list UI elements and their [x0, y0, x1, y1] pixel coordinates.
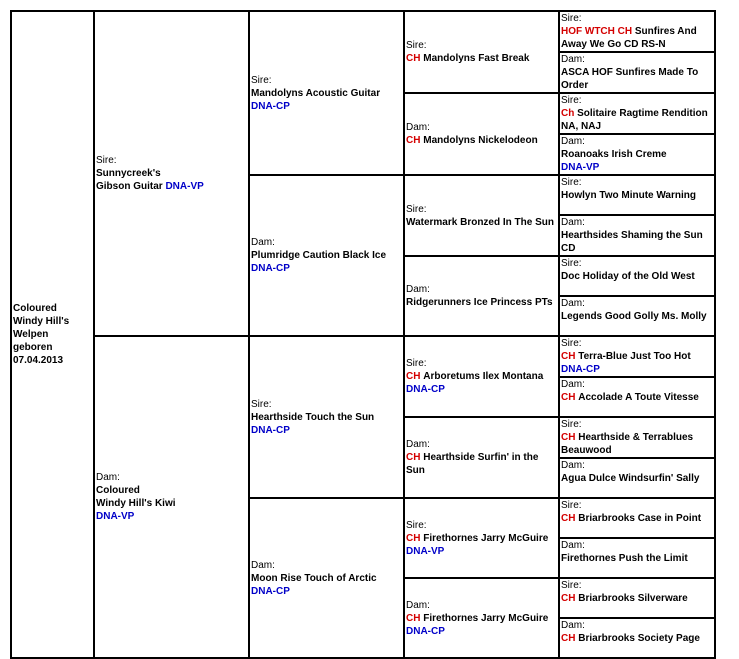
dddd-cell	[559, 618, 715, 658]
ss-name: Mandolyns Acoustic Guitar	[251, 87, 381, 99]
dam-label: Dam:	[561, 136, 585, 147]
sdss-cell	[559, 175, 715, 215]
dam-label: Dam:	[561, 379, 585, 390]
sire-label: Sire:	[561, 95, 582, 106]
dna-badge: DNA-VP	[96, 511, 135, 522]
dam-label: Dam:	[561, 217, 585, 228]
sire-label: Sire:	[561, 500, 582, 511]
sdsd-name: Hearthsides Shaming the Sun CD	[561, 230, 703, 254]
ss-cell	[249, 11, 404, 175]
sd-cell	[249, 175, 404, 336]
dd-name: Moon Rise Touch of Arctic	[251, 572, 377, 584]
dssd-cell	[559, 377, 715, 417]
title-badge: CH	[406, 53, 421, 64]
dam-label: Dam:	[561, 620, 585, 631]
dss-cell	[404, 336, 559, 417]
sssd-name: ASCA HOF Sunfires Made To Order	[561, 67, 699, 91]
dna-badge: DNA-CP	[251, 263, 290, 274]
sire-name: Sunnycreek's	[96, 168, 161, 179]
dssd-name: Accolade A Toute Vitesse	[578, 392, 699, 403]
ssss-name: Sunfires And Away We Go CD RS-N	[561, 26, 697, 50]
dds-cell	[404, 498, 559, 578]
subject-line: 07.04.2013	[13, 355, 64, 366]
sire-name: Gibson Guitar	[96, 181, 163, 192]
sire-label: Sire:	[561, 177, 582, 188]
sddd-name: Legends Good Golly Ms. Molly	[561, 311, 707, 322]
dam-label: Dam:	[406, 439, 430, 450]
sire-label: Sire:	[406, 358, 427, 369]
dam-name: Windy Hill's Kiwi	[96, 498, 176, 509]
ddsd-cell	[559, 538, 715, 578]
pedigree-table	[10, 10, 716, 659]
dna-badge: DNA-VP	[561, 162, 600, 173]
sire-label: Sire:	[96, 155, 117, 166]
sire-label: Sire:	[251, 74, 272, 86]
sds-cell	[404, 175, 559, 256]
dsd-name: Hearthside Surfin' in the Sun	[406, 452, 539, 476]
dam-label: Dam:	[251, 237, 275, 248]
ddd-name: Firethornes Jarry McGuire	[423, 612, 549, 624]
sire-label: Sire:	[561, 13, 582, 24]
ssss-cell	[559, 11, 715, 52]
sdds-cell	[559, 256, 715, 296]
ssd-cell	[404, 93, 559, 175]
sire-label: Sire:	[561, 419, 582, 430]
dam-label: Dam:	[561, 298, 585, 309]
title-badge: CH	[561, 513, 576, 524]
dna-badge: DNA-CP	[251, 424, 290, 436]
sss-name: Mandolyns Fast Break	[423, 53, 530, 64]
sire-label: Sire:	[251, 398, 272, 410]
sdd-name: Ridgerunners Ice Princess PTs	[406, 297, 553, 308]
dam-label: Dam:	[561, 540, 585, 551]
sds-name: Watermark Bronzed In The Sun	[406, 216, 554, 228]
ddds-name: Briarbrooks Silverware	[578, 593, 688, 604]
dna-badge: DNA-CP	[251, 100, 290, 112]
sdd-cell	[404, 256, 559, 336]
title-badge: CH	[406, 135, 421, 146]
dna-badge: DNA-VP	[165, 181, 204, 192]
title-badge: CH	[406, 532, 421, 544]
ddds-cell	[559, 578, 715, 618]
title-badge: CH	[406, 452, 421, 463]
dsdd-name: Agua Dulce Windsurfin' Sally	[561, 473, 700, 484]
dam-label: Dam:	[561, 54, 585, 65]
title-badge: CH	[561, 432, 576, 443]
dam-label: Dam:	[251, 559, 275, 571]
dam-label: Dam:	[561, 460, 585, 471]
dss-name: Arboretums Ilex Montana	[423, 371, 544, 382]
dds-name: Firethornes Jarry McGuire	[423, 532, 549, 544]
subject-line: Coloured	[13, 303, 57, 314]
ssdd-cell	[559, 134, 715, 175]
dam-cell	[94, 336, 249, 658]
sdss-name: Howlyn Two Minute Warning	[561, 190, 696, 201]
dna-badge: DNA-CP	[561, 364, 600, 375]
dna-badge: DNA-CP	[406, 384, 445, 395]
dd-cell	[249, 498, 404, 658]
sss-cell	[404, 11, 559, 93]
ddss-cell	[559, 498, 715, 538]
subject-cell	[11, 11, 94, 658]
title-badge: CH	[561, 351, 576, 362]
title-badge: CH	[406, 612, 421, 624]
dna-badge: DNA-CP	[406, 625, 445, 637]
sire-label: Sire:	[406, 40, 427, 51]
ssds-cell	[559, 93, 715, 134]
sd-name: Plumridge Caution Black Ice	[251, 250, 387, 261]
sddd-cell	[559, 296, 715, 336]
sdsd-cell	[559, 215, 715, 256]
dsds-cell	[559, 417, 715, 458]
sire-label: Sire:	[406, 203, 427, 215]
ssdd-name: Roanoaks Irish Creme	[561, 149, 667, 160]
title-badge: HOF WTCH CH	[561, 26, 633, 37]
dam-label: Dam:	[406, 599, 430, 611]
ddss-name: Briarbrooks Case in Point	[578, 513, 702, 524]
sire-label: Sire:	[561, 258, 582, 269]
dam-label: Dam:	[96, 472, 120, 483]
subject-line: geboren	[13, 342, 53, 353]
sire-cell	[94, 11, 249, 336]
title-badge: CH	[406, 371, 421, 382]
sire-label: Sire:	[406, 519, 427, 531]
subject-line: Windy Hill's	[13, 316, 70, 327]
ssd-name: Mandolyns Nickelodeon	[423, 135, 538, 146]
title-badge: CH	[561, 593, 576, 604]
dna-badge: DNA-CP	[251, 585, 290, 597]
dsds-name: Hearthside & Terrablues Beauwood	[561, 432, 694, 456]
title-badge: CH	[561, 392, 576, 403]
sdds-name: Doc Holiday of the Old West	[561, 271, 695, 282]
dddd-name: Briarbrooks Society Page	[578, 633, 700, 644]
sire-label: Sire:	[561, 580, 582, 591]
dsss-name: Terra-Blue Just Too Hot	[578, 351, 691, 362]
title-badge: CH	[561, 633, 576, 644]
dam-label: Dam:	[406, 122, 430, 133]
dam-name: Coloured	[96, 485, 140, 496]
ddsd-name: Firethornes Push the Limit	[561, 553, 688, 564]
dsss-cell	[559, 336, 715, 377]
dna-badge: DNA-VP	[406, 545, 445, 557]
title-badge: Ch	[561, 108, 575, 119]
subject-line: Welpen	[13, 329, 49, 340]
sire-label: Sire:	[561, 338, 582, 349]
ds-name: Hearthside Touch the Sun	[251, 411, 375, 423]
ds-cell	[249, 336, 404, 498]
dsdd-cell	[559, 458, 715, 498]
dam-label: Dam:	[406, 284, 430, 295]
ddd-cell	[404, 578, 559, 658]
dsd-cell	[404, 417, 559, 498]
ssds-name: Solitaire Ragtime Rendition NA, NAJ	[561, 108, 708, 132]
sssd-cell	[559, 52, 715, 93]
